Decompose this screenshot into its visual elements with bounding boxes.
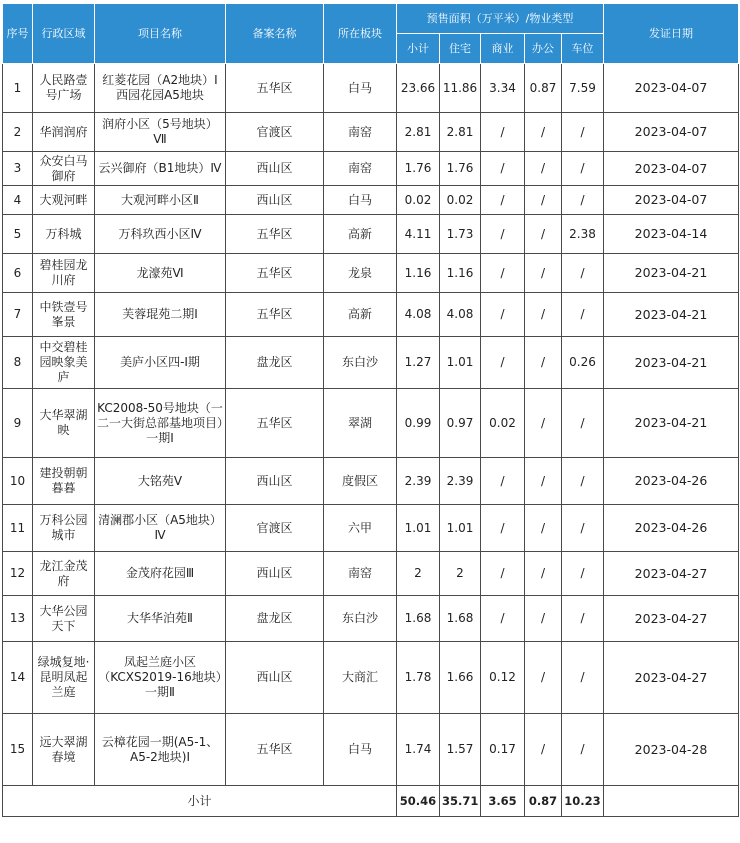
cell-total: 0.02 xyxy=(397,186,440,215)
cell-parking: / xyxy=(562,152,604,186)
cell-commercial: 0.02 xyxy=(481,389,525,458)
table-row xyxy=(3,389,739,458)
cell-residential: 1.76 xyxy=(440,152,481,186)
cell-record: 西山区 xyxy=(226,552,324,596)
cell-residential: 4.08 xyxy=(440,293,481,337)
cell-project: 大铭苑Ⅴ xyxy=(95,458,226,505)
cell-parking: / xyxy=(562,186,604,215)
cell-seq: 15 xyxy=(3,714,33,786)
header-record: 备案名称 xyxy=(226,4,324,64)
cell-project: KC2008-50号地块（一二一大街总部基地项目）一期Ⅰ xyxy=(95,389,226,458)
footer-empty xyxy=(604,786,739,817)
cell-district: 中铁壹号峯景 xyxy=(33,293,95,337)
cell-date: 2023-04-26 xyxy=(604,505,739,552)
cell-record: 盘龙区 xyxy=(226,337,324,389)
table-row xyxy=(3,215,739,254)
cell-district: 碧桂园龙川府 xyxy=(33,254,95,293)
cell-project: 红菱花园（A2地块）Ⅰ 西园花园A5地块 xyxy=(95,64,226,113)
cell-total: 23.66 xyxy=(397,64,440,113)
cell-date: 2023-04-07 xyxy=(604,152,739,186)
cell-office: / xyxy=(525,642,562,714)
cell-sector: 翠湖 xyxy=(324,389,397,458)
cell-total: 2.39 xyxy=(397,458,440,505)
cell-office: / xyxy=(525,458,562,505)
table-footer xyxy=(3,786,739,817)
cell-date: 2023-04-21 xyxy=(604,389,739,458)
cell-parking: / xyxy=(562,293,604,337)
table-row xyxy=(3,254,739,293)
cell-record: 西山区 xyxy=(226,152,324,186)
cell-record: 五华区 xyxy=(226,215,324,254)
cell-project: 美庐小区四-Ⅰ期 xyxy=(95,337,226,389)
cell-commercial: / xyxy=(481,293,525,337)
header-project: 项目名称 xyxy=(95,4,226,64)
cell-total: 4.11 xyxy=(397,215,440,254)
cell-residential: 1.16 xyxy=(440,254,481,293)
cell-seq: 3 xyxy=(3,152,33,186)
cell-total: 1.01 xyxy=(397,505,440,552)
cell-date: 2023-04-07 xyxy=(604,186,739,215)
cell-district: 大观河畔 xyxy=(33,186,95,215)
cell-office: / xyxy=(525,505,562,552)
cell-district: 大华公园天下 xyxy=(33,596,95,642)
cell-record: 官渡区 xyxy=(226,113,324,152)
cell-commercial: / xyxy=(481,505,525,552)
cell-project: 清澜郡小区（A5地块）Ⅳ xyxy=(95,505,226,552)
header-total: 小计 xyxy=(397,34,440,64)
cell-residential: 1.01 xyxy=(440,337,481,389)
cell-sector: 度假区 xyxy=(324,458,397,505)
cell-seq: 11 xyxy=(3,505,33,552)
table-row xyxy=(3,186,739,215)
cell-project: 金茂府花园Ⅲ xyxy=(95,552,226,596)
table-row xyxy=(3,458,739,505)
cell-parking: / xyxy=(562,596,604,642)
cell-seq: 1 xyxy=(3,64,33,113)
cell-record: 西山区 xyxy=(226,642,324,714)
cell-district: 远大翠湖春境 xyxy=(33,714,95,786)
cell-record: 五华区 xyxy=(226,64,324,113)
header-date: 发证日期 xyxy=(604,4,739,64)
cell-record: 五华区 xyxy=(226,293,324,337)
cell-project: 云兴御府（B1地块）Ⅳ xyxy=(95,152,226,186)
footer-residential: 35.71 xyxy=(440,786,481,817)
cell-district: 万科公园城市 xyxy=(33,505,95,552)
header-seq: 序号 xyxy=(3,4,33,64)
cell-sector: 六甲 xyxy=(324,505,397,552)
cell-district: 龙江金茂府 xyxy=(33,552,95,596)
cell-project: 龙濠苑Ⅵ xyxy=(95,254,226,293)
cell-project: 大观河畔小区Ⅱ xyxy=(95,186,226,215)
cell-parking: / xyxy=(562,552,604,596)
cell-seq: 13 xyxy=(3,596,33,642)
cell-parking: / xyxy=(562,389,604,458)
cell-parking: 2.38 xyxy=(562,215,604,254)
cell-total: 1.16 xyxy=(397,254,440,293)
header-office: 办公 xyxy=(525,34,562,64)
cell-parking: / xyxy=(562,254,604,293)
cell-district: 绿城复地·昆明凤起兰庭 xyxy=(33,642,95,714)
cell-parking: 7.59 xyxy=(562,64,604,113)
header-commercial: 商业 xyxy=(481,34,525,64)
header-residential: 住宅 xyxy=(440,34,481,64)
cell-project: 润府小区（5号地块）Ⅶ xyxy=(95,113,226,152)
cell-office: / xyxy=(525,596,562,642)
cell-total: 0.99 xyxy=(397,389,440,458)
cell-project: 凤起兰庭小区（KCXS2019-16地块）一期Ⅱ xyxy=(95,642,226,714)
cell-residential: 1.66 xyxy=(440,642,481,714)
cell-total: 2 xyxy=(397,552,440,596)
cell-commercial: / xyxy=(481,186,525,215)
cell-sector: 南窑 xyxy=(324,152,397,186)
cell-office: / xyxy=(525,254,562,293)
table-row xyxy=(3,505,739,552)
cell-seq: 12 xyxy=(3,552,33,596)
cell-seq: 7 xyxy=(3,293,33,337)
cell-sector: 白马 xyxy=(324,186,397,215)
cell-total: 1.74 xyxy=(397,714,440,786)
cell-parking: / xyxy=(562,458,604,505)
cell-record: 西山区 xyxy=(226,458,324,505)
table-row xyxy=(3,113,739,152)
cell-sector: 白马 xyxy=(324,714,397,786)
cell-parking: / xyxy=(562,505,604,552)
cell-sector: 东白沙 xyxy=(324,337,397,389)
cell-residential: 2.39 xyxy=(440,458,481,505)
cell-sector: 龙泉 xyxy=(324,254,397,293)
cell-total: 2.81 xyxy=(397,113,440,152)
cell-residential: 2.81 xyxy=(440,113,481,152)
table-body xyxy=(3,64,739,786)
cell-residential: 0.97 xyxy=(440,389,481,458)
cell-total: 4.08 xyxy=(397,293,440,337)
cell-date: 2023-04-27 xyxy=(604,642,739,714)
cell-commercial: 3.34 xyxy=(481,64,525,113)
cell-seq: 6 xyxy=(3,254,33,293)
cell-district: 华润润府 xyxy=(33,113,95,152)
cell-sector: 高新 xyxy=(324,215,397,254)
cell-date: 2023-04-07 xyxy=(604,113,739,152)
table-row xyxy=(3,293,739,337)
cell-project: 大华华泊苑Ⅱ xyxy=(95,596,226,642)
cell-record: 西山区 xyxy=(226,186,324,215)
table-row xyxy=(3,552,739,596)
cell-seq: 8 xyxy=(3,337,33,389)
cell-seq: 5 xyxy=(3,215,33,254)
header-parking: 车位 xyxy=(562,34,604,64)
cell-commercial: / xyxy=(481,337,525,389)
cell-office: / xyxy=(525,152,562,186)
cell-office: / xyxy=(525,714,562,786)
cell-office: / xyxy=(525,293,562,337)
cell-date: 2023-04-21 xyxy=(604,254,739,293)
footer-parking: 10.23 xyxy=(562,786,604,817)
cell-residential: 1.73 xyxy=(440,215,481,254)
cell-date: 2023-04-21 xyxy=(604,293,739,337)
cell-office: / xyxy=(525,337,562,389)
cell-total: 1.78 xyxy=(397,642,440,714)
table-row xyxy=(3,64,739,113)
cell-date: 2023-04-27 xyxy=(604,596,739,642)
cell-date: 2023-04-26 xyxy=(604,458,739,505)
cell-commercial: / xyxy=(481,596,525,642)
table-row xyxy=(3,596,739,642)
cell-project: 芙蓉琨苑二期Ⅰ xyxy=(95,293,226,337)
cell-office: / xyxy=(525,113,562,152)
cell-district: 人民路壹号广场 xyxy=(33,64,95,113)
cell-commercial: 0.12 xyxy=(481,642,525,714)
cell-sector: 大商汇 xyxy=(324,642,397,714)
cell-seq: 10 xyxy=(3,458,33,505)
cell-commercial: 0.17 xyxy=(481,714,525,786)
cell-office: 0.87 xyxy=(525,64,562,113)
table-header xyxy=(3,4,739,64)
cell-residential: 1.57 xyxy=(440,714,481,786)
cell-total: 1.27 xyxy=(397,337,440,389)
cell-seq: 9 xyxy=(3,389,33,458)
cell-office: / xyxy=(525,389,562,458)
cell-sector: 白马 xyxy=(324,64,397,113)
cell-parking: 0.26 xyxy=(562,337,604,389)
cell-office: / xyxy=(525,215,562,254)
cell-sector: 南窑 xyxy=(324,552,397,596)
cell-record: 五华区 xyxy=(226,254,324,293)
header-area-group: 预售面积（万平米）/物业类型 xyxy=(397,4,604,34)
cell-district: 众安白马御府 xyxy=(33,152,95,186)
cell-commercial: / xyxy=(481,215,525,254)
cell-seq: 14 xyxy=(3,642,33,714)
cell-parking: / xyxy=(562,113,604,152)
footer-commercial: 3.65 xyxy=(481,786,525,817)
cell-total: 1.68 xyxy=(397,596,440,642)
cell-date: 2023-04-28 xyxy=(604,714,739,786)
presale-permit-table xyxy=(2,3,739,817)
cell-district: 中交碧桂园映象美庐 xyxy=(33,337,95,389)
cell-date: 2023-04-14 xyxy=(604,215,739,254)
cell-record: 五华区 xyxy=(226,389,324,458)
cell-district: 建投朝朝暮暮 xyxy=(33,458,95,505)
cell-district: 大华翠湖映 xyxy=(33,389,95,458)
cell-date: 2023-04-27 xyxy=(604,552,739,596)
cell-district: 万科城 xyxy=(33,215,95,254)
cell-parking: / xyxy=(562,714,604,786)
cell-sector: 南窑 xyxy=(324,113,397,152)
cell-total: 1.76 xyxy=(397,152,440,186)
cell-residential: 1.01 xyxy=(440,505,481,552)
cell-office: / xyxy=(525,552,562,596)
header-district: 行政区域 xyxy=(33,4,95,64)
cell-commercial: / xyxy=(481,458,525,505)
table-row xyxy=(3,714,739,786)
table-row xyxy=(3,337,739,389)
cell-record: 盘龙区 xyxy=(226,596,324,642)
cell-sector: 东白沙 xyxy=(324,596,397,642)
cell-record: 官渡区 xyxy=(226,505,324,552)
cell-commercial: / xyxy=(481,152,525,186)
header-sector: 所在板块 xyxy=(324,4,397,64)
cell-commercial: / xyxy=(481,113,525,152)
table-row xyxy=(3,642,739,714)
cell-seq: 2 xyxy=(3,113,33,152)
cell-record: 五华区 xyxy=(226,714,324,786)
cell-residential: 0.02 xyxy=(440,186,481,215)
cell-residential: 1.68 xyxy=(440,596,481,642)
cell-parking: / xyxy=(562,642,604,714)
table-row xyxy=(3,152,739,186)
cell-residential: 11.86 xyxy=(440,64,481,113)
cell-project: 万科玖西小区Ⅳ xyxy=(95,215,226,254)
cell-office: / xyxy=(525,186,562,215)
cell-commercial: / xyxy=(481,552,525,596)
cell-sector: 高新 xyxy=(324,293,397,337)
cell-residential: 2 xyxy=(440,552,481,596)
cell-project: 云樟花园一期(A5-1、A5-2地块)Ⅰ xyxy=(95,714,226,786)
footer-office: 0.87 xyxy=(525,786,562,817)
footer-total: 50.46 xyxy=(397,786,440,817)
cell-seq: 4 xyxy=(3,186,33,215)
footer-label: 小计 xyxy=(3,786,397,817)
cell-date: 2023-04-07 xyxy=(604,64,739,113)
cell-commercial: / xyxy=(481,254,525,293)
cell-date: 2023-04-21 xyxy=(604,337,739,389)
